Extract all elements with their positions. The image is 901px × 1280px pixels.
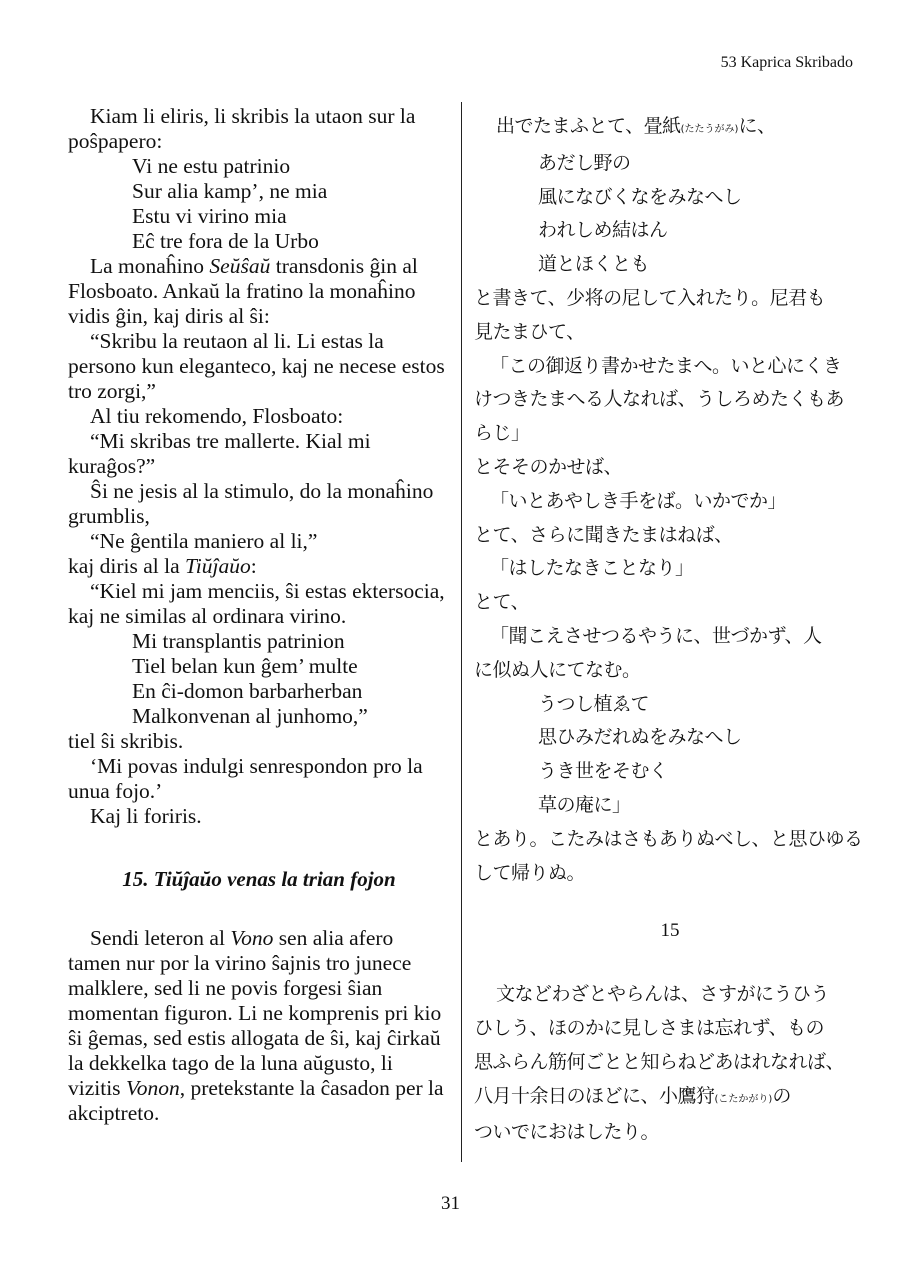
text-line: 思ふらん筋何ごとと知らねどあはれなれば、 xyxy=(474,1050,845,1073)
page-number: 31 xyxy=(441,1193,460,1214)
text-line: して帰りぬ。 xyxy=(474,861,586,884)
paragraph: Ŝi ne jesis al la stimulo, do la monaĥino grumblis, xyxy=(68,479,434,528)
paragraph: “Mi skribas tre mallerte. Kial mi kuraĝos?” xyxy=(68,429,371,478)
text-line xyxy=(474,1080,866,1117)
character-name: Vonon xyxy=(125,1076,180,1100)
text-line: けつきたまへる人なれば、うしろめたくもあ xyxy=(474,388,845,411)
poem-line: われしめ結はん xyxy=(538,219,668,242)
text-line: とて、さらに聞きたまはねば、 xyxy=(474,523,733,546)
character-name: Vono xyxy=(230,926,274,950)
text-run: 八月十余日のほどに、小鷹狩 xyxy=(474,1084,715,1107)
text-run: の xyxy=(772,1084,791,1107)
text-run: La monaĥino xyxy=(90,254,210,278)
poem xyxy=(474,147,866,282)
poem-line: 風になびくなをみなへし xyxy=(538,185,742,208)
poem-line: Malkonvenan al junhomo,” xyxy=(132,704,368,728)
poem-line: 草の庵に」 xyxy=(538,793,631,816)
text-line: とあり。こたみはさもありぬべし、と思ひゆる xyxy=(474,827,863,850)
text-run: : xyxy=(250,554,257,578)
text-line: に似ぬ人にてなむ。 xyxy=(474,658,641,681)
poem-line: Tiel belan kun ĝem’ multe xyxy=(132,654,358,678)
running-header: 53 Kaprica Skribado xyxy=(720,54,853,71)
text-run: 出でたまふとて、畳紙 xyxy=(496,115,681,137)
paragraph: Kiam li eliris, li skribis la utaon sur la poŝpapero: xyxy=(68,104,416,153)
text-run: , pretekstante la ĉasadon per la akciptreto. xyxy=(68,1076,444,1125)
japanese-column xyxy=(474,110,866,1150)
section-title: 15. Tiŭĵaŭo venas la trian fojon xyxy=(122,867,396,891)
character-name: Tiŭĵaŭo xyxy=(185,554,251,578)
poem-line: 思ひみだれぬをみなへし xyxy=(538,726,742,749)
poem-line: Vi ne estu patrinio xyxy=(132,154,291,178)
poem-line: Eĉ tre fora de la Urbo xyxy=(132,229,319,253)
poem-line: あだし野の xyxy=(538,151,631,174)
paragraph: Al tiu rekomendo, Flosboato: xyxy=(90,404,344,428)
poem-line: うつし植ゑて xyxy=(538,692,650,715)
text-run: transdonis ĝin al Flosboato. Ankaŭ la fratino la monaĥino vidis ĝin, kaj diris al ŝi: xyxy=(68,254,418,328)
poem-line: うき世をそむく xyxy=(538,760,668,783)
paragraph: Kaj li foriris. xyxy=(90,804,202,828)
text-line: ついでにおはしたり。 xyxy=(474,1121,660,1144)
text-line: とて、 xyxy=(474,591,530,614)
text-run: kaj diris al la xyxy=(68,554,186,578)
poem-line: Mi transplantis patrinion xyxy=(132,629,345,653)
character-name: Seŭŝaŭ xyxy=(209,254,271,278)
text-line xyxy=(474,110,866,147)
paragraph: ‘Mi povas indulgi senrespondon pro la unua fojo.’ xyxy=(68,754,423,803)
esperanto-column xyxy=(68,104,450,1126)
text-run: Sendi leteron al xyxy=(90,926,231,950)
text-line: 見たまひて、 xyxy=(474,320,585,343)
paragraph: “Skribu la reutaon al li. Li estas la persono kun eleganteco, kaj ne necese estos tro zorgi,” xyxy=(68,329,445,403)
paragraph xyxy=(68,254,450,329)
text-run: sen alia afero tamen nur por la virino ŝajnis tro junece malklere, sed li ne povis forgesi ŝian momentan figuron. Li ne komprenis pri kio ŝi ĝemas, sed estis allogata de ŝi, kaj ĉirkaŭ la dekkelka tago de la luna aŭgusto, li vizitis xyxy=(68,926,442,1100)
poem xyxy=(68,154,450,254)
poem-line: Estu vi virino mia xyxy=(132,204,287,228)
paragraph: “Ne ĝentila maniero al li,” xyxy=(90,529,318,553)
column-divider xyxy=(461,102,462,1162)
text-line: ひしう、ほのかに見しさまは忘れず、もの xyxy=(474,1016,824,1039)
ruby-reading: (こたかがり) xyxy=(714,1093,773,1105)
text-line: 「この御返り書かせたまへ。いと心にくき xyxy=(490,354,842,377)
text-line: 「聞こえさせつるやうに、世づかず、人 xyxy=(490,624,822,647)
text-line: とそそのかせば、 xyxy=(474,455,623,478)
poem-line: Sur alia kamp’, ne mia xyxy=(132,179,328,203)
poem xyxy=(68,629,450,729)
text-line: 「いとあやしき手をば。いかでか」 xyxy=(490,489,787,512)
text-line: と書きて、少将の尼して入れたり。尼君も xyxy=(474,286,826,309)
poem-line: En ĉi-domon barbarherban xyxy=(132,679,363,703)
poem xyxy=(474,688,866,823)
ruby-reading: (たたうがみ) xyxy=(680,124,739,135)
paragraph: “Kiel mi jam menciis, ŝi estas ektersocia, kaj ne similas al ordinara virino. xyxy=(68,579,445,628)
text-line: 文などわざとやらんは、さすがにうひう xyxy=(496,983,830,1006)
text-line: らじ」 xyxy=(474,422,530,445)
paragraph xyxy=(68,926,450,1126)
paragraph xyxy=(68,554,450,579)
text-line: 「はしたなきことなり」 xyxy=(490,557,694,580)
text-run: に、 xyxy=(738,115,776,137)
section-number: 15 xyxy=(660,920,680,942)
poem-line: 道とほくとも xyxy=(538,253,650,276)
paragraph: tiel ŝi skribis. xyxy=(68,729,184,753)
